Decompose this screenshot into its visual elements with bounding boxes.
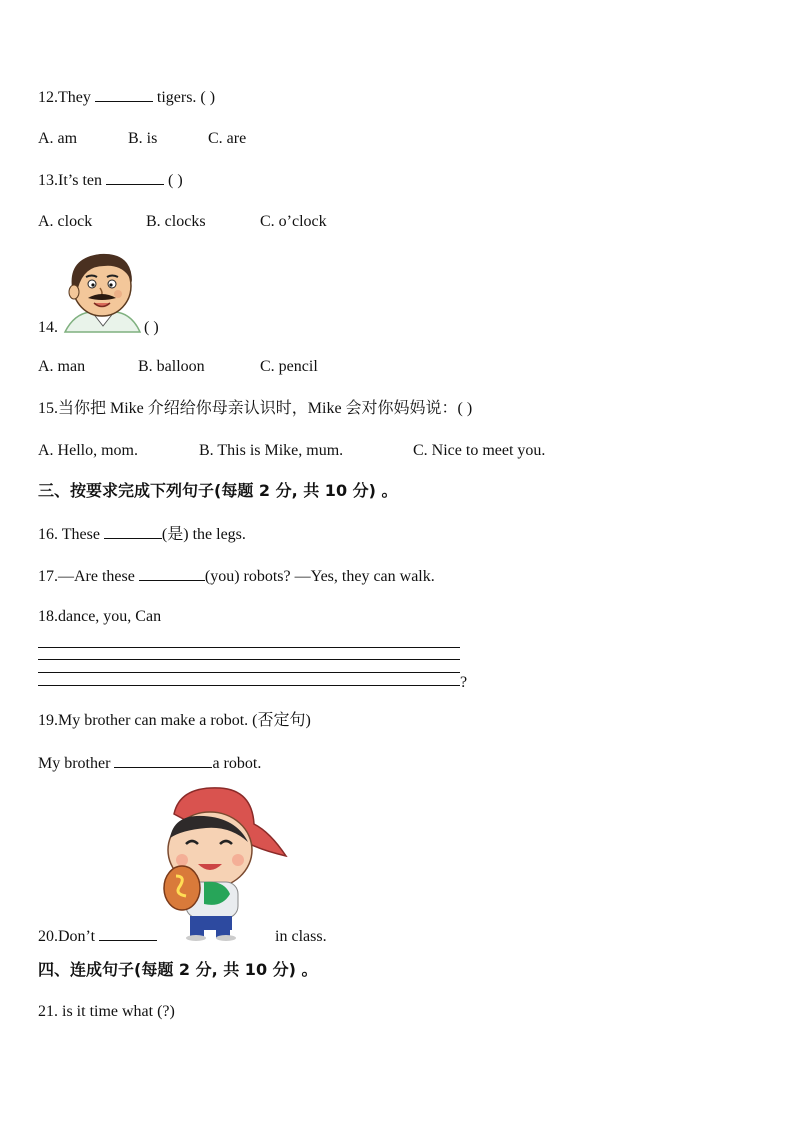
option-a[interactable]: A. man bbox=[38, 358, 86, 375]
question-mark: ? bbox=[460, 674, 468, 691]
question-16 bbox=[38, 524, 246, 545]
question-13 bbox=[38, 170, 183, 191]
options-12 bbox=[38, 129, 246, 149]
option-c[interactable]: C. Nice to meet you. bbox=[413, 442, 546, 459]
question-21: 21. is it time what (?) bbox=[38, 1003, 175, 1020]
option-a[interactable]: A. Hello, mom. bbox=[38, 442, 138, 459]
answer-blank[interactable] bbox=[95, 87, 153, 102]
answer-blank[interactable] bbox=[139, 566, 205, 581]
question-text-end: tigers. ( ) bbox=[152, 89, 216, 106]
question-19: 19.My brother can make a robot. (否定句) bbox=[38, 712, 311, 729]
answer-blank[interactable] bbox=[104, 524, 162, 539]
answer-blank[interactable] bbox=[99, 926, 157, 941]
question-number: 13. bbox=[38, 172, 58, 189]
question-20 bbox=[38, 926, 327, 947]
answer-line-3[interactable] bbox=[38, 672, 460, 673]
option-b[interactable]: B. balloon bbox=[138, 358, 205, 375]
question-14 bbox=[38, 318, 159, 338]
option-b[interactable]: B. is bbox=[128, 130, 158, 147]
option-c[interactable]: C. pencil bbox=[260, 358, 318, 375]
option-b[interactable]: B. clocks bbox=[146, 213, 206, 230]
option-a[interactable]: A. am bbox=[38, 130, 78, 147]
answer-blank[interactable] bbox=[106, 170, 164, 185]
question-17 bbox=[38, 566, 435, 587]
options-15 bbox=[38, 441, 545, 461]
answer-line-4[interactable] bbox=[38, 685, 460, 686]
answer-line-2[interactable] bbox=[38, 659, 460, 660]
question-text: It’s ten bbox=[58, 172, 106, 189]
boy-with-food-cartoon-image bbox=[160, 784, 290, 942]
answer-text-end: a robot. bbox=[212, 755, 262, 772]
answer-paren[interactable]: ( ) bbox=[144, 319, 159, 336]
question-number: 16. bbox=[38, 526, 62, 543]
question-19-answer bbox=[38, 753, 261, 774]
answer-line-1[interactable] bbox=[38, 647, 460, 648]
question-text-end: (是) the legs. bbox=[161, 526, 246, 543]
option-c[interactable]: C. o’clock bbox=[260, 213, 327, 230]
answer-text: My brother bbox=[38, 755, 115, 772]
section-4-heading: 四、连成句子(每题 2 分, 共 10 分) 。 bbox=[38, 960, 318, 979]
question-text: They bbox=[58, 89, 95, 106]
question-text: —Are these bbox=[58, 568, 139, 585]
option-b[interactable]: B. This is Mike, mum. bbox=[199, 442, 344, 459]
question-15: 15.当你把 Mike 介绍给你母亲认识时，Mike 会对你妈妈说：( ) bbox=[38, 400, 473, 417]
question-number: 20. bbox=[38, 928, 58, 945]
question-number: 14. bbox=[38, 319, 58, 336]
question-18: 18.dance, you, Can bbox=[38, 608, 162, 625]
question-text-end: (you) robots? —Yes, they can walk. bbox=[204, 568, 435, 585]
options-13 bbox=[38, 212, 327, 232]
question-number: 17. bbox=[38, 568, 58, 585]
question-number: 12. bbox=[38, 89, 58, 106]
option-a[interactable]: A. clock bbox=[38, 213, 93, 230]
question-text-end: ( ) bbox=[164, 172, 183, 189]
option-c[interactable]: C. are bbox=[208, 130, 247, 147]
question-12 bbox=[38, 87, 215, 108]
question-text: Don’t bbox=[58, 928, 100, 945]
section-3-heading: 三、按要求完成下列句子(每题 2 分, 共 10 分) 。 bbox=[38, 481, 398, 500]
question-text: These bbox=[61, 526, 104, 543]
answer-blank[interactable] bbox=[114, 753, 212, 768]
question-text-end: in class. bbox=[275, 928, 327, 945]
options-14 bbox=[38, 357, 318, 377]
